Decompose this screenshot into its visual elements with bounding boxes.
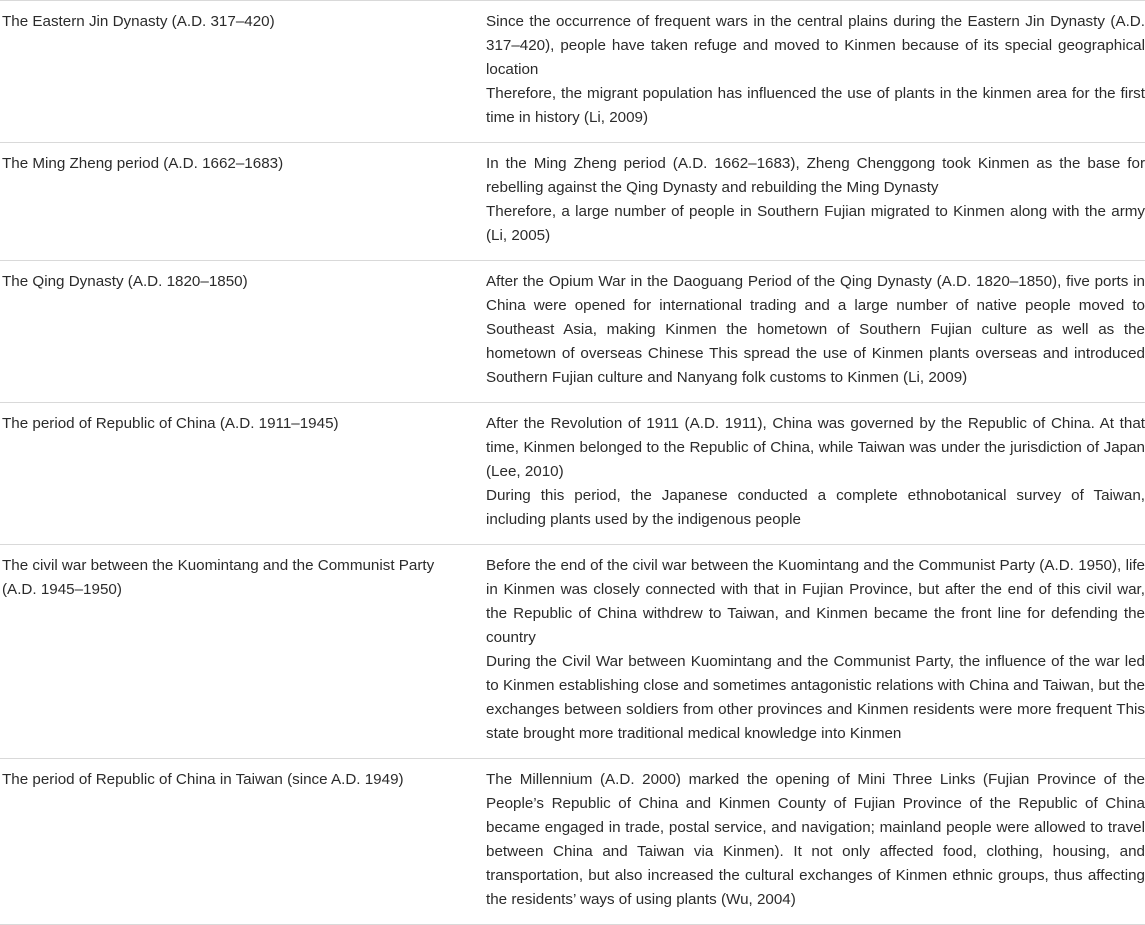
history-table-body [0, 1, 1145, 925]
period-cell: The period of Republic of China in Taiwan (since A.D. 1949) [0, 759, 486, 925]
description-paragraph: During the Civil War between Kuomintang and the Communist Party, the influence of the war led to Kinmen establishing close and sometimes antagonistic relations with China and Taiwan, but the exchanges between soldiers from other provinces and Kinmen residents were more frequent This state brought more traditional medical knowledge into Kinmen [486, 653, 1145, 742]
description-paragraph: Since the occurrence of frequent wars in the central plains during the Eastern Jin Dynasty (A.D. 317–420), people have taken refuge and moved to Kinmen because of its special geographical location [486, 13, 1145, 78]
description-paragraph: Therefore, the migrant population has influenced the use of plants in the kinmen area for the first time in history (Li, 2009) [486, 85, 1145, 126]
description-cell [486, 1, 1145, 143]
description-paragraph: Before the end of the civil war between the Kuomintang and the Communist Party (A.D. 1950), life in Kinmen was closely connected with that in Fujian Province, but after the end of this civil war, the Republic of China withdrew to Taiwan, and Kinmen became the front line for defending the country [486, 557, 1145, 646]
description-paragraph: After the Opium War in the Daoguang Period of the Qing Dynasty (A.D. 1820–1850), five ports in China were opened for international trading and a large number of native people moved to Southeast Asia, making Kinmen the hometown of Southern Fujian culture as well as the hometown of overseas Chinese This spread the use of Kinmen plants overseas and introduced Southern Fujian culture and Nanyang folk customs to Kinmen (Li, 2009) [486, 273, 1145, 386]
description-paragraph: Therefore, a large number of people in Southern Fujian migrated to Kinmen along with the army (Li, 2005) [486, 203, 1145, 244]
table-row [0, 545, 1145, 759]
table-row [0, 759, 1145, 925]
description-cell [486, 143, 1145, 261]
table-row [0, 1, 1145, 143]
description-paragraph: During this period, the Japanese conducted a complete ethnobotanical survey of Taiwan, including plants used by the indigenous people [486, 487, 1145, 528]
period-cell: The civil war between the Kuomintang and the Communist Party (A.D. 1945–1950) [0, 545, 486, 759]
description-cell [486, 545, 1145, 759]
description-cell [486, 261, 1145, 403]
description-paragraph: After the Revolution of 1911 (A.D. 1911), China was governed by the Republic of China. At that time, Kinmen belonged to the Republic of China, while Taiwan was under the jurisdiction of Japan (Lee, 2010) [486, 415, 1145, 480]
description-paragraph: In the Ming Zheng period (A.D. 1662–1683), Zheng Chenggong took Kinmen as the base for rebelling against the Qing Dynasty and rebuilding the Ming Dynasty [486, 155, 1145, 196]
description-cell [486, 403, 1145, 545]
period-cell: The Qing Dynasty (A.D. 1820–1850) [0, 261, 486, 403]
period-cell: The period of Republic of China (A.D. 1911–1945) [0, 403, 486, 545]
period-cell: The Eastern Jin Dynasty (A.D. 317–420) [0, 1, 486, 143]
table-row [0, 403, 1145, 545]
table-row [0, 261, 1145, 403]
period-cell: The Ming Zheng period (A.D. 1662–1683) [0, 143, 486, 261]
description-cell [486, 759, 1145, 925]
table-row [0, 143, 1145, 261]
description-paragraph: The Millennium (A.D. 2000) marked the opening of Mini Three Links (Fujian Province of the People’s Republic of China and Kinmen County of Fujian Province of the Republic of China became engaged in trade, postal service, and navigation; mainland people were allowed to travel between China and Taiwan via Kinmen). It not only affected food, clothing, housing, and transportation, but also increased the cultural exchanges of Kinmen ethnic groups, thus affecting the residents’ ways of using plants (Wu, 2004) [486, 771, 1145, 908]
